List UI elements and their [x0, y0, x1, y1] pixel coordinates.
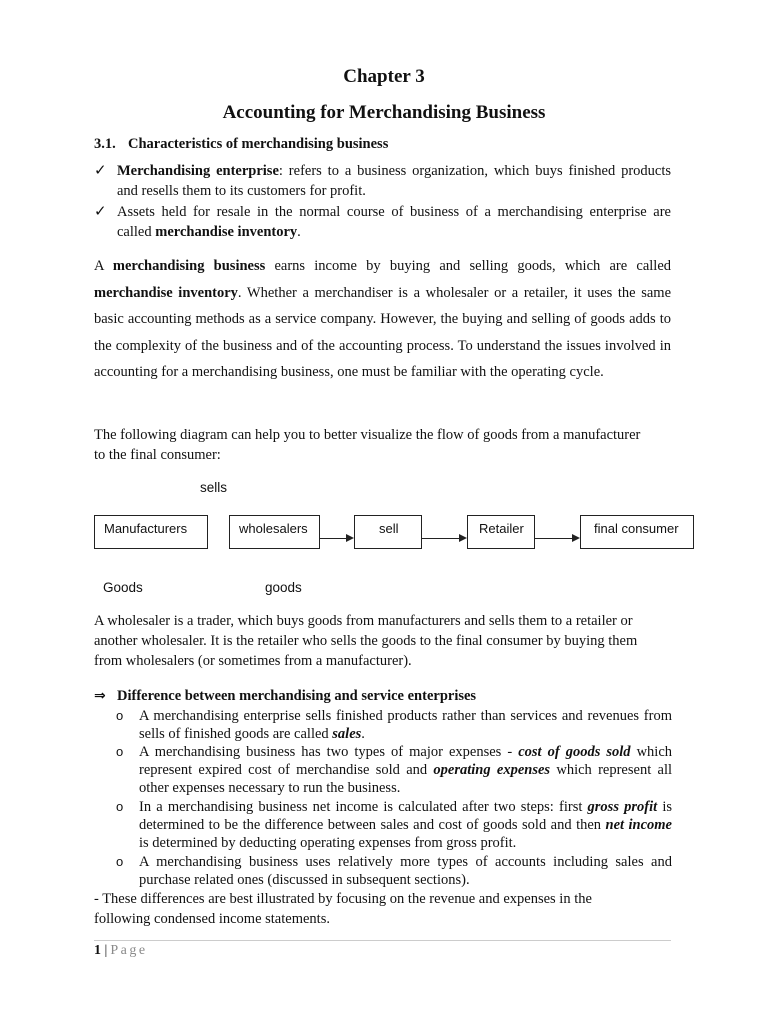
list-item-text: A merchandising business has two types of major expenses - [139, 744, 519, 760]
wholesaler-paragraph [94, 611, 671, 671]
flow-arrow [422, 538, 460, 539]
closing-paragraph [94, 889, 671, 929]
term-bold: Merchandising enterprise [117, 163, 279, 179]
term-emphasis: net income [605, 817, 672, 833]
diagram-box-wholesalers: wholesalers [229, 515, 320, 549]
implies-arrow-icon: ⇒ [94, 688, 106, 704]
page-label: Page [110, 943, 148, 958]
paragraph-text: The following diagram can help you to better visualize the flow of goods from a manufacturer [94, 427, 641, 443]
flow-arrow [535, 538, 573, 539]
paragraph-text: from wholesalers (or sometimes from a manufacturer). [94, 653, 412, 669]
diagram-box-retailer: Retailer [467, 515, 535, 549]
checklist-text [117, 202, 671, 242]
check-icon: ✓ [94, 161, 107, 179]
list-item-text: . [361, 726, 365, 742]
paragraph-text: to the final consumer: [94, 447, 221, 463]
list-item-text: which represent all other expenses necessary to run the business. [139, 762, 672, 796]
term-emphasis: operating expenses [433, 762, 551, 778]
section-heading [94, 136, 388, 153]
diagram-bottom-label: goods [265, 580, 302, 595]
intro-paragraph [94, 253, 671, 386]
page-title: Accounting for Merchandising Business [222, 102, 546, 123]
diagram-top-label: sells [200, 480, 228, 495]
paragraph-text: following condensed income statements. [94, 911, 330, 927]
term-bold: merchandising business [112, 258, 266, 274]
checklist-text-part: Assets held for resale in the normal course of business of a merchandising enterprise are [117, 204, 671, 220]
checklist-text-part: and resells them to its customers for profit. [117, 183, 366, 199]
list-item [116, 798, 672, 852]
check-icon: ✓ [94, 202, 107, 220]
paragraph-text: - These differences are best illustrated by focusing on the revenue and expenses in the [94, 891, 592, 907]
list-item-text: is determined to be the difference between sales and cost of goods sold and then [139, 799, 672, 833]
diagram-box-manufacturers: Manufacturers [94, 515, 208, 549]
paragraph-text: . Whether a merchandiser is a wholesaler or a retailer, it uses the same basic accounting methods as a service company. However, the buying and selling of goods adds to the complexity of the business and of the accounting process. To understand the issues involved in accounting for a merchandising business, one must be familiar with the operating cycle. [94, 284, 672, 381]
diagram-intro [94, 425, 671, 465]
diagram-box-sell: sell [354, 515, 422, 549]
list-item [116, 743, 672, 797]
differences-heading [94, 688, 476, 705]
circle-bullet-icon: o [116, 799, 124, 814]
page-footer [94, 943, 148, 959]
chapter-heading: Chapter 3 [343, 66, 425, 87]
list-item [116, 853, 672, 889]
diagram-box-final-consumer: final consumer [580, 515, 694, 549]
page-number: 1 [94, 943, 101, 958]
circle-bullet-icon: o [116, 708, 124, 723]
circle-bullet-icon: o [116, 854, 124, 869]
heading-text: Difference between merchandising and service enterprises [117, 688, 477, 704]
footer-separator: | [104, 943, 108, 958]
list-item [116, 707, 672, 743]
paragraph-text: A [94, 258, 113, 274]
list-item-text: A merchandising business uses relatively more types of accounts including sales and purchase related ones (discussed in subsequent sections). [139, 854, 672, 888]
arrow-head-icon [459, 534, 467, 542]
section-number: 3.1. [94, 136, 116, 152]
term-emphasis: gross profit [587, 799, 658, 815]
section-title: Characteristics of merchandising business [128, 136, 389, 152]
paragraph-text: earns income by buying and selling goods, which are called [265, 258, 672, 274]
checklist-item [94, 202, 671, 242]
footer-divider [94, 940, 671, 941]
checklist-text-part: called [117, 224, 156, 240]
paragraph-text: another wholesaler. It is the retailer who sells the goods to the final consumer by buying them [94, 633, 638, 649]
circle-bullet-icon: o [116, 744, 124, 759]
arrow-head-icon [346, 534, 354, 542]
checklist-item [94, 161, 671, 201]
paragraph-text: A wholesaler is a trader, which buys goods from manufacturers and sells them to a retailer or [94, 613, 633, 629]
checklist-text-part: : refers to a business organization, which buys finished products [278, 163, 672, 179]
term-emphasis: cost of goods sold [518, 744, 631, 760]
list-item-text: In a merchandising business net income is calculated after two steps: first [139, 799, 588, 815]
list-item-text: is determined by deducting operating expenses from gross profit. [139, 835, 517, 851]
term-bold: merchandise inventory [94, 284, 238, 301]
list-item-text: A merchandising enterprise sells finished products rather than services and revenues from sells of finished goods are called [139, 708, 672, 742]
term-emphasis: sales [332, 726, 362, 742]
diagram-bottom-label: Goods [103, 580, 143, 595]
term-bold: merchandise inventory [155, 224, 298, 240]
list-item-text: which represent expired cost of merchandise sold and [139, 744, 673, 778]
checklist-text [117, 161, 671, 201]
flow-arrow [320, 538, 347, 539]
checklist-text-part: . [297, 224, 301, 240]
arrow-head-icon [572, 534, 580, 542]
